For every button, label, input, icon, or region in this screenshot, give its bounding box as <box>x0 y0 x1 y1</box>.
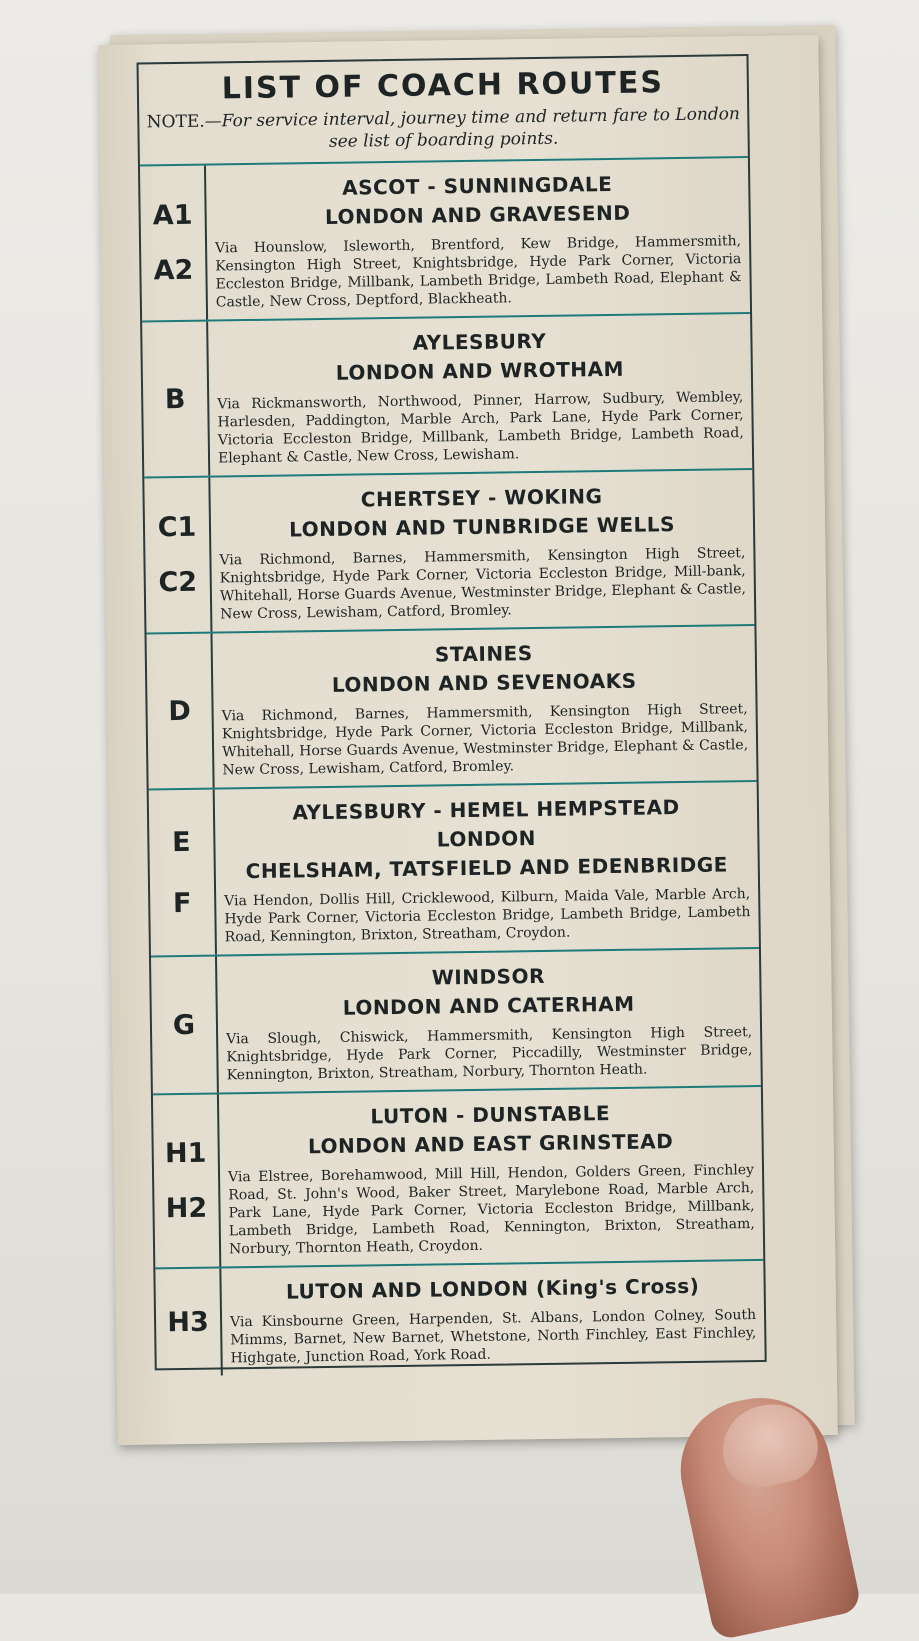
route-heading: LUTON AND LONDON (King's Cross) <box>285 1273 700 1304</box>
route-content <box>210 470 754 632</box>
route-codes <box>155 1268 222 1376</box>
route-heading: AYLESBURY - HEMEL HEMPSTEAD <box>292 795 680 825</box>
route-code: H1 <box>164 1137 207 1170</box>
route-row-ef <box>149 782 759 957</box>
route-content <box>215 782 759 955</box>
route-via: Via Hendon, Dollis Hill, Cricklewood, Kilburn, Maida Vale, Marble Arch, Hyde Park Corner, Victoria Eccleston Bridge, Lambeth Bridge, Lambeth Road, Kennington, Brixton, Streatham, Croydon. <box>224 886 751 946</box>
note <box>139 103 748 155</box>
route-code: D <box>168 695 191 727</box>
route-row-h <box>153 1087 763 1269</box>
route-heading: CHERTSEY - WOKING <box>360 484 603 512</box>
route-code: G <box>172 1009 196 1041</box>
route-via: Via Richmond, Barnes, Hammersmith, Kensington High Street, Knightsbridge, Hyde Park Corner, Victoria Eccleston Bridge, Mill-bank, Whitehall, Horse Guards Avenue, Westminster Bridge, Elephant & Castle, New Cross, Lewisham, Catford, Bromley. <box>219 545 747 623</box>
route-heading: LONDON AND CATERHAM <box>342 991 635 1020</box>
route-via: Via Rickmansworth, Northwood, Pinner, Harrow, Sudbury, Wembley, Harlesden, Paddington, Marble Arch, Park Lane, Hyde Park Corner, Victoria Eccleston Bridge, Millbank, Lambeth Bridge, Lambeth Road, Elephant & Castle, New Cross, Lewisham. <box>217 389 744 467</box>
route-heading: WINDSOR <box>431 963 546 990</box>
route-row-c <box>144 470 754 634</box>
route-codes <box>149 790 217 956</box>
route-heading: LUTON - DUNSTABLE <box>370 1101 611 1129</box>
header <box>139 56 748 166</box>
route-heading: LONDON AND SEVENOAKS <box>331 668 637 697</box>
note-text: —For service interval, journey time and return fare to London see list of boarding points. <box>204 104 741 152</box>
route-code: H2 <box>165 1192 208 1225</box>
route-list-frame <box>137 54 767 1370</box>
route-code: E <box>171 826 191 858</box>
route-content <box>219 1087 763 1267</box>
route-row-b <box>142 314 752 478</box>
route-heading: LONDON <box>436 826 537 852</box>
page-title: LIST OF COACH ROUTES <box>221 65 665 107</box>
route-via: Via Richmond, Barnes, Hammersmith, Kensington High Street, Knightsbridge, Hyde Park Corner, Victoria Eccleston Bridge, Millbank, Whitehall, Horse Guards Avenue, Westminster Bridge, Elephant & Castle, New Cross, Lewisham, Catford, Bromley. <box>221 701 749 779</box>
route-code: H3 <box>167 1306 210 1339</box>
route-row-h3 <box>155 1261 764 1376</box>
route-content <box>208 314 752 476</box>
route-row-g <box>151 949 761 1095</box>
route-via: Via Kinsbourne Green, Harpenden, St. Albans, London Colney, South Mimms, Barnet, New Barnet, Whetstone, North Finchley, East Finchley, Highgate, Junction Road, York Road. <box>229 1307 757 1367</box>
route-codes <box>146 634 214 789</box>
route-code: C1 <box>157 511 197 544</box>
route-row-d <box>146 626 756 790</box>
leaflet-page <box>98 35 837 1445</box>
route-heading: ASCOT - SUNNINGDALE <box>342 171 613 200</box>
route-code: A2 <box>153 254 194 287</box>
route-content <box>217 949 761 1093</box>
route-via: Via Elstree, Borehamwood, Mill Hill, Hendon, Golders Green, Finchley Road, St. John's Wood, Baker Street, Marylebone Road, Marble Arch, Park Lane, Hyde Park Corner, Victoria Eccleston Bridge, Millbank, Lambeth Bridge, Lambeth Road, Kennington, Brixton, Streatham, Norbury, Thornton Heath, Croydon. <box>227 1162 755 1258</box>
note-prefix: NOTE. <box>146 111 205 133</box>
route-heading: LONDON AND EAST GRINSTEAD <box>307 1129 674 1159</box>
route-content <box>221 1261 764 1376</box>
route-code: B <box>164 383 186 415</box>
route-heading: LONDON AND WROTHAM <box>335 356 625 385</box>
route-code: A1 <box>152 199 193 232</box>
route-heading: AYLESBURY <box>412 328 547 355</box>
route-code: F <box>172 887 192 919</box>
route-via: Via Hounslow, Isleworth, Brentford, Kew Bridge, Hammersmith, Kensington High Street, Knightsbridge, Hyde Park Corner, Victoria Eccleston Bridge, Millbank, Lambeth Bridge, Lambeth Road, Elephant & Castle, New Cross, Deptford, Blackheath. <box>215 233 742 311</box>
route-row-a <box>140 158 750 322</box>
route-content <box>212 626 756 788</box>
route-codes <box>151 957 219 1094</box>
route-codes <box>144 478 212 633</box>
route-codes <box>153 1095 221 1268</box>
route-content <box>206 158 750 320</box>
route-heading: LONDON AND GRAVESEND <box>324 200 631 229</box>
route-codes <box>142 322 210 477</box>
route-via: Via Slough, Chiswick, Hammersmith, Kensington High Street, Knightsbridge, Hyde Park Corner, Piccadilly, Westminster Bridge, Kennington, Brixton, Streatham, Norbury, Thornton Heath. <box>226 1024 753 1084</box>
route-codes <box>140 166 208 321</box>
route-code: C2 <box>158 566 198 599</box>
route-heading: CHELSHAM, TATSFIELD AND EDENBRIDGE <box>245 852 729 884</box>
route-heading: LONDON AND TUNBRIDGE WELLS <box>288 512 676 542</box>
route-heading: STAINES <box>434 641 533 667</box>
